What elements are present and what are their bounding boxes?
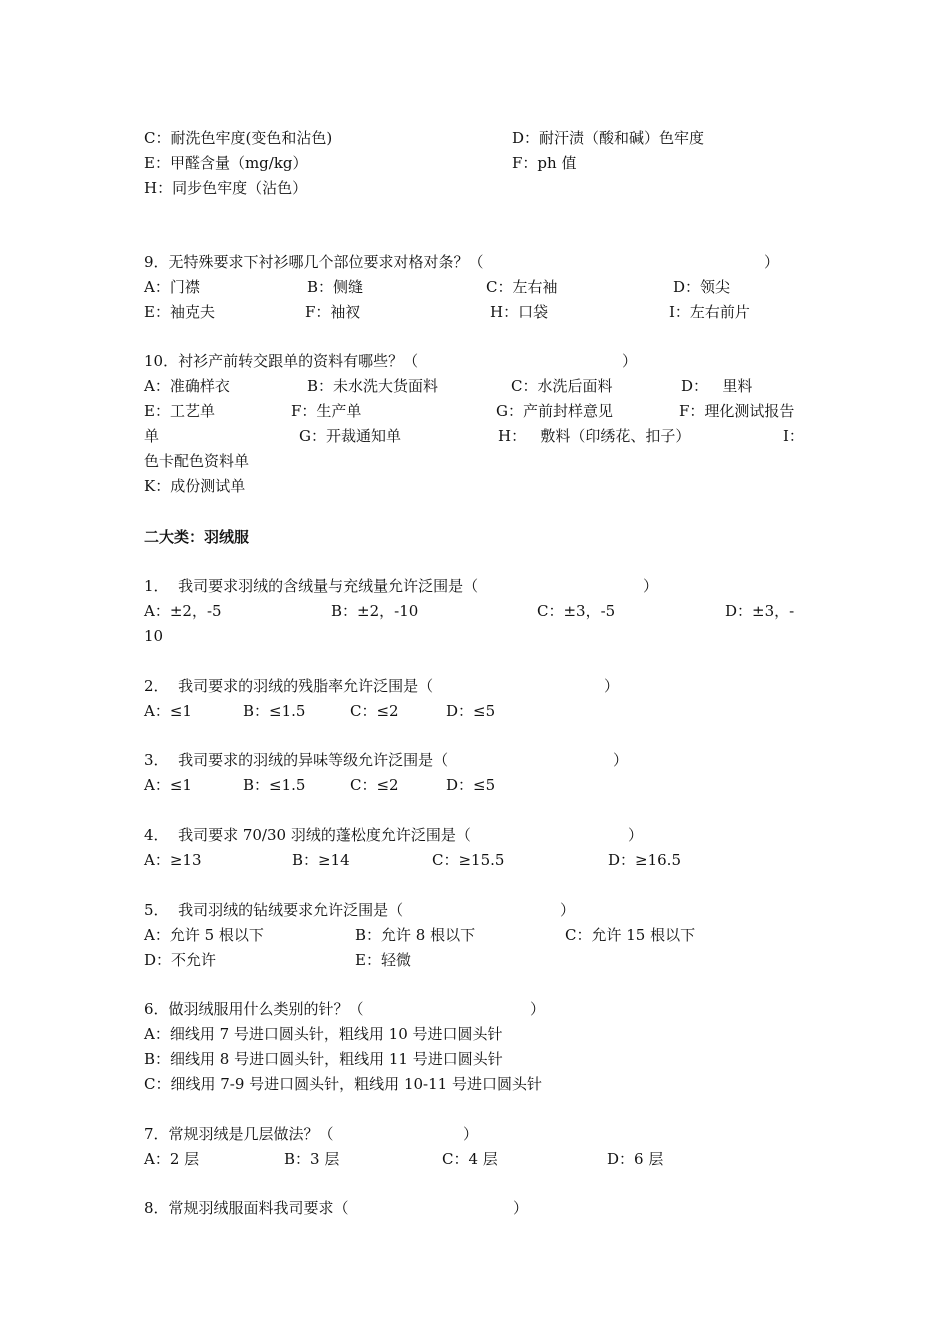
- answer-bracket-close: ）: [622, 352, 638, 370]
- option-a: A：±2，-5: [144, 602, 222, 620]
- option-b: B：≥14: [292, 851, 350, 869]
- option-a: A：细线用 7 号进口圆头针，粗线用 10 号进口圆头针: [144, 1025, 503, 1043]
- option-b: B：≤1.5: [243, 702, 306, 720]
- option-c: C：水洗后面料: [511, 377, 613, 395]
- option-c: C：左右袖: [486, 278, 558, 296]
- option-b: B：3 层: [284, 1150, 340, 1168]
- option-a: A：≤1: [144, 702, 192, 720]
- question-8: 8．常规羽绒服面料我司要求（: [144, 1199, 349, 1217]
- option-b: B：≤1.5: [243, 776, 306, 794]
- option-d: D：≤5: [446, 702, 496, 720]
- option-c: C：≤2: [350, 776, 399, 794]
- option-e: E：甲醛含量（mg/kg）: [144, 154, 308, 172]
- option-b: B：允许 8 根以下: [355, 926, 476, 944]
- option-b: B：未水洗大货面料: [307, 377, 439, 395]
- option-c: C：≤2: [350, 702, 399, 720]
- option-f: F：袖衩: [305, 303, 361, 321]
- question-9: 9．无特殊要求下衬衫哪几个部位要求对格对条？（: [144, 253, 484, 271]
- question-1: 1． 我司要求羽绒的含绒量与充绒量允许泛围是（: [144, 577, 479, 595]
- question-4: 4． 我司要求 70/30 羽绒的蓬松度允许泛围是（: [144, 826, 471, 844]
- option-e: E：工艺单: [144, 402, 215, 420]
- answer-bracket-close: ）: [513, 1199, 529, 1217]
- option-f: F：ph 值: [512, 154, 577, 172]
- answer-bracket-close: ）: [628, 826, 644, 844]
- option-b: B：细线用 8 号进口圆头针，粗线用 11 号进口圆头针: [144, 1050, 503, 1068]
- option-d: D：≥16.5: [608, 851, 681, 869]
- option-c: C：细线用 7-9 号进口圆头针，粗线用 10-11 号进口圆头针: [144, 1075, 542, 1093]
- option-h: H： 敷料（印绣花、扣子）: [498, 427, 691, 445]
- option-b: B：±2，-10: [331, 602, 419, 620]
- section-title: 二大类：羽绒服: [144, 528, 250, 546]
- option-f-report: F：理化测试报告: [679, 402, 795, 420]
- answer-bracket-close: ）: [764, 253, 780, 271]
- option-e: E：袖克夫: [144, 303, 215, 321]
- option-c: C：耐洗色牢度(变色和沾色): [144, 129, 333, 147]
- option-c: C：4 层: [442, 1150, 498, 1168]
- option-k: K：成份测试单: [144, 477, 246, 495]
- option-a: A：2 层: [144, 1150, 200, 1168]
- option-d: D：±3，-: [725, 602, 795, 620]
- option-f: F：生产单: [291, 402, 362, 420]
- option-d: D：≤5: [446, 776, 496, 794]
- question-5: 5． 我司羽绒的钻绒要求允许泛围是（: [144, 901, 404, 919]
- question-10: 10．衬衫产前转交跟单的资料有哪些？（: [144, 352, 419, 370]
- answer-bracket-close: ）: [613, 751, 629, 769]
- option-d: D： 里料: [681, 377, 753, 395]
- answer-bracket-close: ）: [604, 677, 620, 695]
- option-i-cont: 色卡配色资料单: [144, 452, 250, 470]
- option-e: E：轻微: [355, 951, 411, 969]
- option-f-report-cont: 单: [144, 427, 160, 445]
- option-d: D：领尖: [673, 278, 731, 296]
- option-g-notice: G：开裁通知单: [299, 427, 401, 445]
- option-i: I：左右前片: [669, 303, 750, 321]
- option-d: D：耐汗渍（酸和碱）色牢度: [512, 129, 705, 147]
- option-a: A：允许 5 根以下: [144, 926, 264, 944]
- option-g: G：产前封样意见: [496, 402, 613, 420]
- option-c: C：允许 15 根以下: [565, 926, 696, 944]
- option-d: D：不允许: [144, 951, 217, 969]
- question-2: 2． 我司要求的羽绒的残脂率允许泛围是（: [144, 677, 434, 695]
- option-a: A：≤1: [144, 776, 192, 794]
- question-7: 7．常规羽绒是几层做法？（: [144, 1125, 334, 1143]
- option-b: B：侧缝: [307, 278, 364, 296]
- option-a: A：准确样衣: [144, 377, 230, 395]
- answer-bracket-close: ）: [463, 1125, 479, 1143]
- option-i: I：: [783, 427, 804, 445]
- option-h: H：同步色牢度（沾色）: [144, 179, 308, 197]
- option-a: A：门襟: [144, 278, 200, 296]
- option-c: C：±3，-5: [537, 602, 616, 620]
- option-c: C：≥15.5: [432, 851, 505, 869]
- answer-bracket-close: ）: [560, 901, 576, 919]
- option-d-cont: 10: [144, 627, 164, 645]
- option-a: A：≥13: [144, 851, 202, 869]
- question-3: 3． 我司要求的羽绒的异味等级允许泛围是（: [144, 751, 449, 769]
- option-h: H：口袋: [490, 303, 549, 321]
- answer-bracket-close: ）: [643, 577, 659, 595]
- option-d: D：6 层: [607, 1150, 664, 1168]
- answer-bracket-close: ）: [530, 1000, 546, 1018]
- question-6: 6．做羽绒服用什么类别的针？（: [144, 1000, 364, 1018]
